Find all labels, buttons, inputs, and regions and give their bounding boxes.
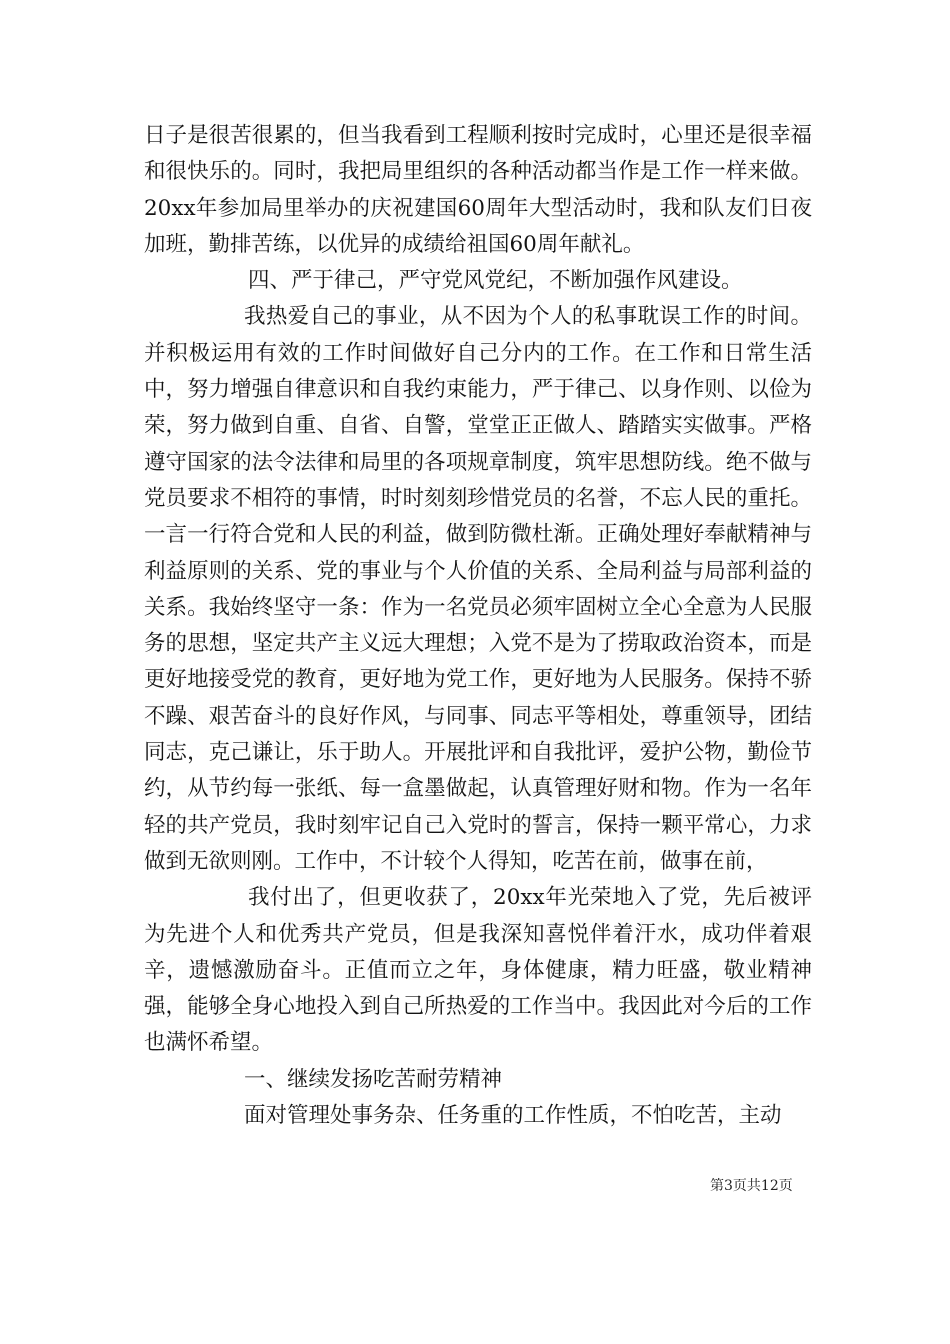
section-heading-four: 四、严于律己，严守党风党纪，不断加强作风建设。 bbox=[248, 268, 743, 294]
paragraph-hardwork: 面对管理处事务杂、任务重的工作性质，不怕吃苦，主动 bbox=[244, 1103, 782, 1129]
paragraph-self-discipline: 我热爱自己的事业，从不因为个人的私事耽误工作的时间。并积极运用有效的工作时间做好自己分内的工作。在工作和日常生活中，努力增强自律意识和自我约束能力，严于律己、以身作则、以俭为荣，努力做到自重、自省、自警，堂堂正正做人、踏踏实实做事。严格遵守国家的法令法律和局里的各项规章制度，筑牢思想防线。绝不做与党员要求不相符的事情，时时刻刻珍惜党员的名誉，不忘人民的重托。一言一行符合党和人民的利益，做到防微杜渐。正确处理好奉献精神与利益原则的关系、党的事业与个人价值的关系、全局利益与局部利益的关系。我始终坚守一条：作为一名党员必须牢固树立全心全意为人民服务的思想，坚定共产主义远大理想；入党不是为了捞取政治资本，而是更好地接受党的教育，更好地为党工作，更好地为人民服务。保持不骄不躁、艰苦奋斗的良好作风，与同事、同志平等相处，尊重领导，团结同志，克己谦让，乐于助人。开展批评和自我批评，爱护公物，勤俭节约，从节约每一张纸、每一盒墨做起，认真管理好财和物。作为一名年轻的共产党员，我时刻牢记自己入党时的誓言，保持一颗平常心，力求做到无欲则刚。工作中，不计较个人得知，吃苦在前，做事在前， bbox=[144, 304, 812, 874]
document-body bbox=[144, 118, 812, 1134]
paragraph-continuation: 日子是很苦很累的，但当我看到工程顺利按时完成时，心里还是很幸福和很快乐的。同时，我把局里组织的各种活动都当作是工作一样来做。20xx年参加局里举办的庆祝建国60周年大型活动时，我和队友们日夜加班，勤排苦练，以优异的成绩给祖国60周年献礼。 bbox=[144, 123, 812, 257]
page-number: 第3页共12页 bbox=[710, 1178, 793, 1194]
section-heading-one: 一、继续发扬吃苦耐劳精神 bbox=[244, 1066, 503, 1092]
paragraph-achievements: 我付出了，但更收获了，20xx年光荣地入了党，先后被评为先进个人和优秀共产党员，但是我深知喜悦伴着汗水，成功伴着艰辛，遗憾激励奋斗。正值而立之年，身体健康，精力旺盛，敬业精神强，能够全身心地投入到自己所热爱的工作当中。我因此对今后的工作也满怀希望。 bbox=[144, 885, 812, 1056]
